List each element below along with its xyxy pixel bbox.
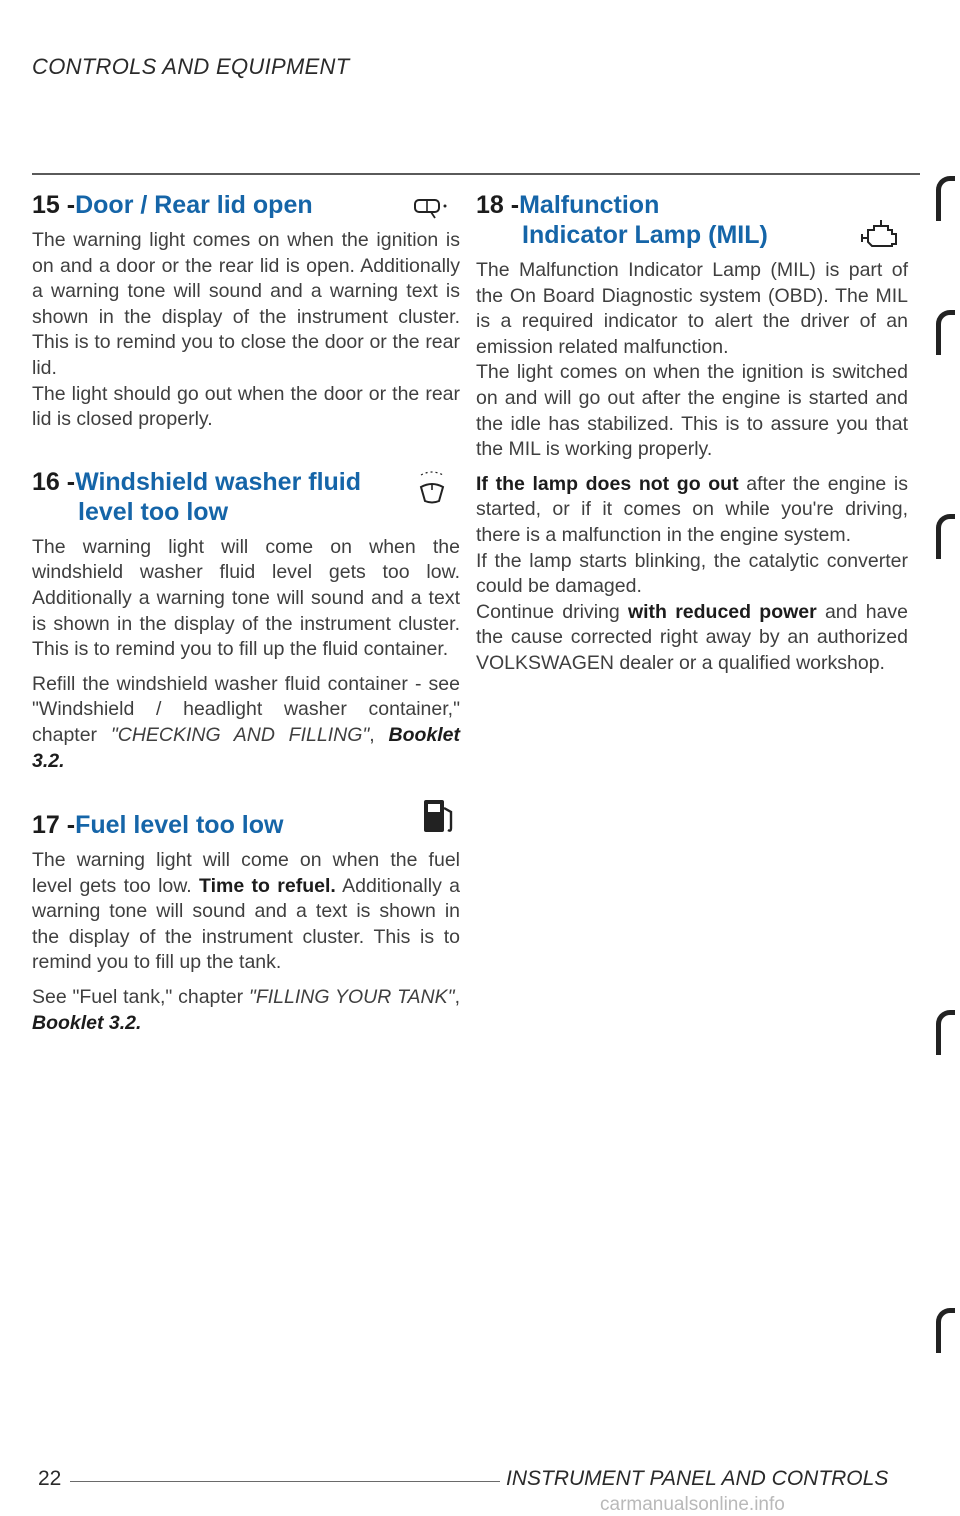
entry-17-number: 17 - [32,811,76,840]
entry-16-chapter-ref: "CHECKING AND FILLING" [110,723,370,746]
entry-15-paragraph-1: The warning light comes on when the ignition is on and a door or the rear lid is open. Additionally a warning tone will sound and a warning text is shown in the display of the instrument cluster. This is to remind you to close the door or the rear lid. [32,229,460,379]
entry-15-number: 15 - [32,191,76,219]
footer-section-title: INSTRUMENT PANEL AND CONTROLS [506,1467,889,1490]
page-number: 22 [38,1467,62,1490]
washer-fluid-icon [412,465,452,505]
entry-15 [32,190,460,433]
fuel-pump-icon [418,796,458,836]
entry-18-lamp-warning-emphasis: If the lamp does not go out [476,472,739,495]
entry-17-paragraph-2 [32,985,460,1036]
entry-18-reduced-power-emphasis: with reduced power [627,600,817,623]
entry-18-p3-text: after the engine is started, or if it comes on while you're driving, there is a malfunction in the engine system. [476,472,908,546]
door-open-icon [412,194,452,224]
entry-15-title: Door / Rear lid open [75,191,313,219]
entry-17-heading [32,810,460,840]
page-tab-mark [936,1308,955,1353]
footer-divider [70,1481,500,1482]
page-tab-mark [936,514,955,559]
entry-17-chapter-ref: "FILLING YOUR TANK" [248,986,455,1009]
entry-16-number: 16 - [32,467,76,496]
right-column [476,190,908,677]
entry-18-p5-text-c: and have the cause corrected right away by an authorized VOLKSWAGEN dealer or a qualified workshop. [476,600,909,674]
entry-18-title-line-2: Indicator Lamp (MIL) [522,221,768,249]
page-tab-mark [936,1010,955,1055]
watermark: carmanualsonline.info [600,1494,785,1515]
entry-17-p1-text-c: Additionally a warning tone will sound and a text is shown in the display of the instrument cluster. This is to remind you to fill up the tank. [32,874,461,974]
page-tab-mark [936,176,955,221]
header-divider [32,173,920,175]
entry-16-heading [32,467,460,527]
entry-18-paragraph-3 [476,472,908,549]
entry-16-paragraph-1: The warning light will come on when the windshield washer fluid level gets too low. Additionally a warning tone will sound and a text is shown in the display of the instrument cluster. This is to remind you to fill up the fluid container. [32,535,460,661]
entry-18-p5-text-a: Continue driving [476,600,628,623]
entry-16 [32,467,460,774]
entry-17-title: Fuel level too low [75,811,284,840]
entry-18-paragraph-2: The light comes on when the ignition is switched on and will go out after the engine is started and the idle has stabilized. This is to assure you that the MIL is working properly. [476,361,908,461]
entry-16-title-line-1: Windshield washer fluid [75,467,362,496]
entry-18-heading [476,190,908,250]
entry-17-booklet-ref: Booklet 3.2. [32,1011,142,1034]
left-column [32,190,460,1036]
entry-15-paragraph-2: The light should go out when the door or the rear lid is closed properly. [32,382,460,431]
entry-16-p2-sep: , [369,723,389,746]
engine-check-icon [860,218,904,252]
page-tab-mark [936,310,955,355]
entry-16-paragraph-2 [32,672,460,774]
entry-18-paragraph-5 [476,600,908,677]
entry-18-title-line-1: Malfunction [519,191,660,219]
entry-16-p2-text: Refill the windshield washer fluid container - see "Windshield / headlight washer container," chapter [32,672,460,746]
page-section-header: CONTROLS AND EQUIPMENT [32,54,350,79]
entry-17-p2-text: See "Fuel tank," chapter [32,986,249,1009]
entry-17-p1-text-a: The warning light will come on when the fuel level gets too low. [32,849,460,897]
entry-17-p2-sep: , [454,986,460,1009]
entry-17-paragraph-1 [32,848,460,976]
entry-18-number: 18 - [476,191,520,219]
entry-18-paragraph-1: The Malfunction Indicator Lamp (MIL) is part of the On Board Diagnostic system (OBD). The MIL is a required indicator to alert the driver of an emission related malfunction. [476,259,908,358]
entry-15-heading [32,190,460,220]
entry-18-paragraph-4: If the lamp starts blinking, the catalytic converter could be damaged. [476,549,908,598]
entry-17-refuel-emphasis: Time to refuel. [199,874,336,897]
entry-17 [32,810,460,1036]
entry-16-booklet-ref: Booklet 3.2. [32,723,460,772]
entry-16-title-line-2: level too low [78,497,229,526]
entry-18 [476,190,908,677]
